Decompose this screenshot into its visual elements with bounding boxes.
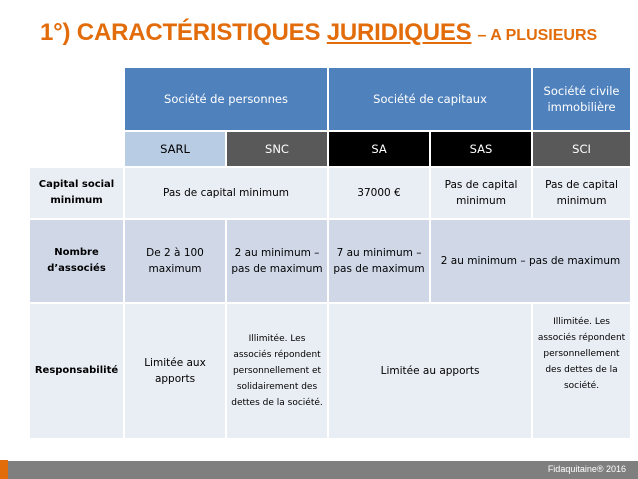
form-snc: SNC: [226, 131, 328, 167]
cell-resp-sa-sas: Limitée au apports: [328, 303, 532, 439]
footer-bar: [8, 461, 638, 479]
cell-resp-snc: Illimitée. Les associés répondent personnellement et solidairement des dettes de la société.: [226, 303, 328, 439]
cell-associes-sa: 7 au minimum – pas de maximum: [328, 219, 430, 303]
group-societe-personnes: Société de personnes: [124, 67, 328, 131]
cell-capital-sa: 37000 €: [328, 167, 430, 219]
cell-associes-sas-sci: 2 au minimum – pas de maximum: [430, 219, 631, 303]
row-label-responsabilite: Responsabilité: [29, 303, 124, 439]
accent-bar: [0, 460, 8, 479]
row-label-associes: Nombre d’associés: [29, 219, 124, 303]
group-sci: Société civile immobilière: [532, 67, 631, 131]
title-prefix: 1°) CARACTÉRISTIQUES: [40, 19, 327, 46]
title-underlined: JURIDIQUES: [326, 19, 472, 46]
form-sas: SAS: [430, 131, 532, 167]
cell-associes-sarl: De 2 à 100 maximum: [124, 219, 226, 303]
comparison-table: [28, 66, 632, 440]
cell-capital-sci: Pas de capital minimum: [532, 167, 631, 219]
group-header-row: [29, 67, 631, 131]
row-label-capital: Capital social minimum: [29, 167, 124, 219]
cell-capital-sarl-snc: Pas de capital minimum: [124, 167, 328, 219]
form-sarl: SARL: [124, 131, 226, 167]
cell-resp-sarl: Limitée aux apports: [124, 303, 226, 439]
form-sci: SCI: [532, 131, 631, 167]
form-header-row: [29, 131, 631, 167]
row-capital: [29, 167, 631, 219]
form-sa: SA: [328, 131, 430, 167]
cell-capital-sas: Pas de capital minimum: [430, 167, 532, 219]
group-societe-capitaux: Société de capitaux: [328, 67, 532, 131]
row-associes: [29, 219, 631, 303]
row-responsabilite: [29, 303, 631, 439]
corner-cell: [29, 67, 124, 131]
footer-copyright: Fidaquitaine® 2016: [547, 464, 626, 474]
cell-associes-snc: 2 au minimum – pas de maximum: [226, 219, 328, 303]
cell-resp-sci: Illimitée. Les associés répondent personnellement des dettes de la société.: [532, 303, 631, 439]
title-suffix: – A PLUSIEURS: [477, 27, 598, 44]
slide-title: [40, 18, 597, 51]
corner-cell-2: [29, 131, 124, 167]
